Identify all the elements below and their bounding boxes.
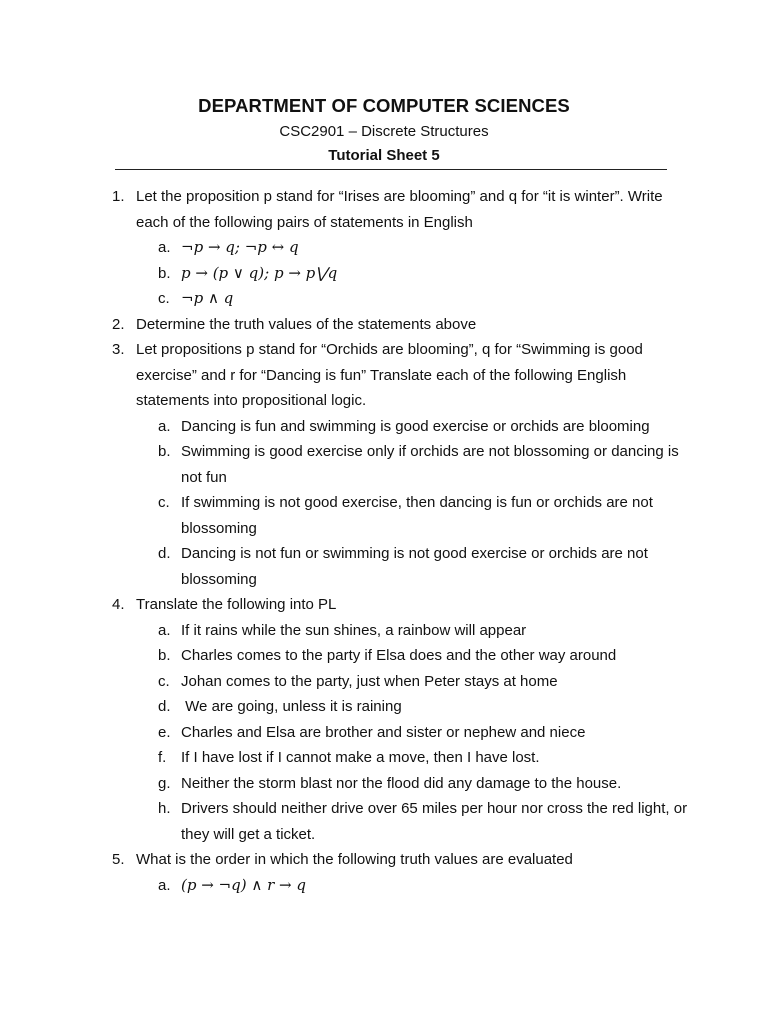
sub-item bbox=[136, 541, 692, 592]
sub-item-list bbox=[136, 873, 692, 899]
sub-item-text: We are going, unless it is raining bbox=[181, 698, 402, 715]
sub-item bbox=[136, 235, 692, 261]
sheet-title: Tutorial Sheet 5 bbox=[328, 147, 440, 164]
sub-item bbox=[136, 286, 692, 312]
sub-item bbox=[136, 669, 692, 695]
question-text: What is the order in which the following truth values are evaluated bbox=[136, 851, 573, 868]
formula: ¬p → q; ¬p ↔ q bbox=[181, 238, 299, 256]
sub-item bbox=[136, 745, 692, 771]
course-title: CSC2901 – Discrete Structures bbox=[279, 123, 489, 140]
question-text: Translate the following into PL bbox=[136, 596, 337, 613]
sub-item bbox=[136, 771, 692, 797]
question-text: Let the proposition p stand for “Irises are blooming” and q for “it is winter”. Write each of the following pairs of statements in English bbox=[136, 188, 663, 231]
sub-item-label: h. bbox=[158, 800, 171, 817]
question-5 bbox=[112, 847, 692, 898]
question-2 bbox=[112, 312, 692, 338]
sub-item-label: a. bbox=[158, 417, 171, 435]
sub-item-label: b. bbox=[158, 647, 171, 664]
question-text: Let propositions p stand for “Orchids are blooming”, q for “Swimming is good exercise” and r for “Dancing is fun” Translate each of the following English statements into propositional logic. bbox=[136, 341, 643, 409]
sub-item-text: Dancing is fun and swimming is good exercise or orchids are blooming bbox=[181, 417, 650, 435]
question-number: 3. bbox=[112, 341, 125, 358]
sub-item-label: d. bbox=[158, 698, 171, 715]
sub-item-label: b. bbox=[158, 264, 171, 282]
header-divider bbox=[115, 169, 667, 170]
sub-item bbox=[136, 643, 692, 669]
sub-item-label: a. bbox=[158, 876, 171, 894]
question-4 bbox=[112, 592, 692, 847]
question-3 bbox=[112, 337, 692, 592]
sub-item-list bbox=[136, 414, 692, 593]
sub-item-text: If it rains while the sun shines, a rainbow will appear bbox=[181, 621, 527, 639]
sub-item-list bbox=[136, 618, 692, 848]
sub-item-text: Charles and Elsa are brother and sister or nephew and niece bbox=[181, 723, 586, 741]
question-list bbox=[112, 184, 692, 898]
sub-item-text: Charles comes to the party if Elsa does and the other way around bbox=[181, 647, 617, 664]
question-number: 4. bbox=[112, 596, 125, 613]
sub-item bbox=[136, 873, 692, 899]
sub-item-label: c. bbox=[158, 494, 170, 511]
sub-item-label: a. bbox=[158, 239, 171, 256]
sub-item-label: a. bbox=[158, 621, 171, 639]
sub-item bbox=[136, 618, 692, 644]
formula: p → (p ∨ q); p → p⋁q bbox=[181, 263, 338, 282]
question-text: Determine the truth values of the statements above bbox=[136, 315, 477, 333]
sub-item-text: Dancing is not fun or swimming is not good exercise or orchids are not blossoming bbox=[181, 545, 648, 588]
question-number: 5. bbox=[112, 851, 125, 868]
sub-item bbox=[136, 694, 692, 720]
question-number: 2. bbox=[112, 315, 125, 333]
sub-item-text: Johan comes to the party, just when Peter stays at home bbox=[181, 672, 558, 690]
question-number: 1. bbox=[112, 188, 125, 205]
sub-item-text: Swimming is good exercise only if orchids are not blossoming or dancing is not fun bbox=[181, 443, 679, 486]
sub-item bbox=[136, 720, 692, 746]
sub-item-text: Drivers should neither drive over 65 miles per hour nor cross the red light, or they will get a ticket. bbox=[181, 800, 688, 843]
question-list-container bbox=[112, 184, 692, 898]
sub-item-label: f. bbox=[158, 749, 167, 766]
sub-item-label: e. bbox=[158, 723, 171, 741]
formula: (p → ¬q) ∧ r → q bbox=[181, 875, 306, 894]
sub-item-label: b. bbox=[158, 443, 171, 460]
formula: ¬p ∧ q bbox=[181, 289, 234, 307]
sub-item-label: g. bbox=[158, 774, 171, 792]
question-1 bbox=[112, 184, 692, 312]
sub-item-text: If I have lost if I cannot make a move, then I have lost. bbox=[181, 749, 540, 766]
sub-item-list bbox=[136, 235, 692, 312]
sub-item-label: c. bbox=[158, 672, 170, 690]
department-title: DEPARTMENT OF COMPUTER SCIENCES bbox=[198, 95, 570, 116]
document-header bbox=[0, 94, 768, 167]
sub-item bbox=[136, 439, 692, 490]
sub-item bbox=[136, 261, 692, 287]
sub-item bbox=[136, 490, 692, 541]
sub-item-label: c. bbox=[158, 290, 170, 307]
sub-item-label: d. bbox=[158, 545, 171, 562]
sub-item bbox=[136, 414, 692, 440]
sub-item-text: If swimming is not good exercise, then dancing is fun or orchids are not blossoming bbox=[181, 494, 653, 537]
sub-item bbox=[136, 796, 692, 847]
sub-item-text: Neither the storm blast nor the flood did any damage to the house. bbox=[181, 774, 622, 792]
